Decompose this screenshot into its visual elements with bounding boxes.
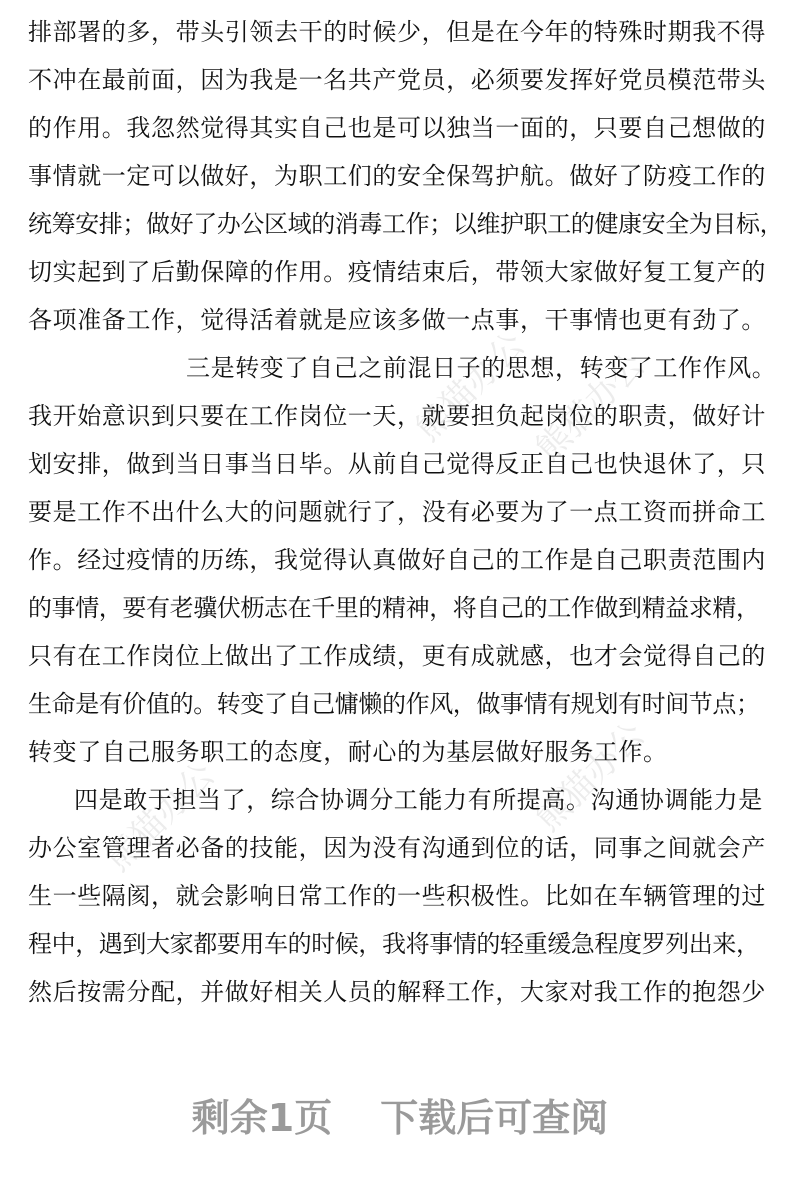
- text-line: 排部署的多，带头引领去干的时候少，但是在今年的特殊时期我不得: [28, 18, 766, 46]
- text-line: 各项准备工作，觉得活着就是应该多做一点事，干事情也更有劲了。: [28, 306, 766, 334]
- text-line: 统筹安排；做好了办公区域的消毒工作；以维护职工的健康安全为目标，: [28, 210, 784, 238]
- text-line: 生命是有价值的。转变了自己慵懒的作风，做事情有规划有时间节点；: [28, 690, 760, 718]
- text-line: 程中，遇到大家都要用车的时候，我将事情的轻重缓急程度罗列出来，: [28, 930, 760, 958]
- download-notice[interactable]: [0, 1088, 800, 1148]
- text-line: 要是工作不出什么大的问题就行了，没有必要为了一点工资而拼命工: [28, 498, 766, 526]
- text-line: 切实起到了后勤保障的作用。疫情结束后，带领大家做好复工复产的: [28, 258, 766, 286]
- download-to-view-label: 下载后可查阅: [380, 1096, 609, 1140]
- text-line: 转变了自己服务职工的态度，耐心的为基层做好服务工作。: [28, 738, 668, 766]
- text-line: 作。经过疫情的历练，我觉得认真做好自己的工作是自己职责范围内: [28, 546, 766, 574]
- text-line: 的事情，要有老骥伏枥志在千里的精神，将自己的工作做到精益求精，: [28, 594, 760, 622]
- text-line: 不冲在最前面，因为我是一名共产党员，必须要发挥好党员模范带头: [28, 66, 766, 94]
- text-line: 事情就一定可以做好，为职工们的安全保驾护航。做好了防疫工作的: [28, 162, 766, 190]
- watermark: 熊猫办公: [528, 344, 653, 470]
- watermark: 熊猫办公: [408, 324, 533, 450]
- text-line: 办公室管理者必备的技能，因为没有沟通到位的话，同事之间就会产: [28, 834, 766, 862]
- watermark: 熊猫办公: [528, 714, 653, 840]
- text-line: 然后按需分配，并做好相关人员的解释工作，大家对我工作的抱怨少: [28, 978, 766, 1006]
- section-heading-line: 三是转变了自己之前混日子的思想，转变了工作作风。: [186, 354, 777, 382]
- text-line: 的作用。我忽然觉得其实自己也是可以独当一面的，只要自己想做的: [28, 114, 766, 142]
- section-heading-line: 四是敢于担当了，综合协调分工能力有所提高。沟通协调能力是: [74, 786, 763, 814]
- watermark: 熊猫办公: [98, 754, 223, 880]
- remaining-pages-label: 剩余1页: [191, 1096, 333, 1140]
- text-line: 只有在工作岗位上做出了工作成绩，更有成就感，也才会觉得自己的: [28, 642, 766, 670]
- text-line: 我开始意识到只要在工作岗位一天，就要担负起岗位的职责，做好计: [28, 402, 766, 430]
- text-line: 划安排，做到当日事当日毕。从前自己觉得反正自己也快退休了，只: [28, 450, 766, 478]
- text-line: 生一些隔阂，就会影响日常工作的一些积极性。比如在车辆管理的过: [28, 882, 766, 910]
